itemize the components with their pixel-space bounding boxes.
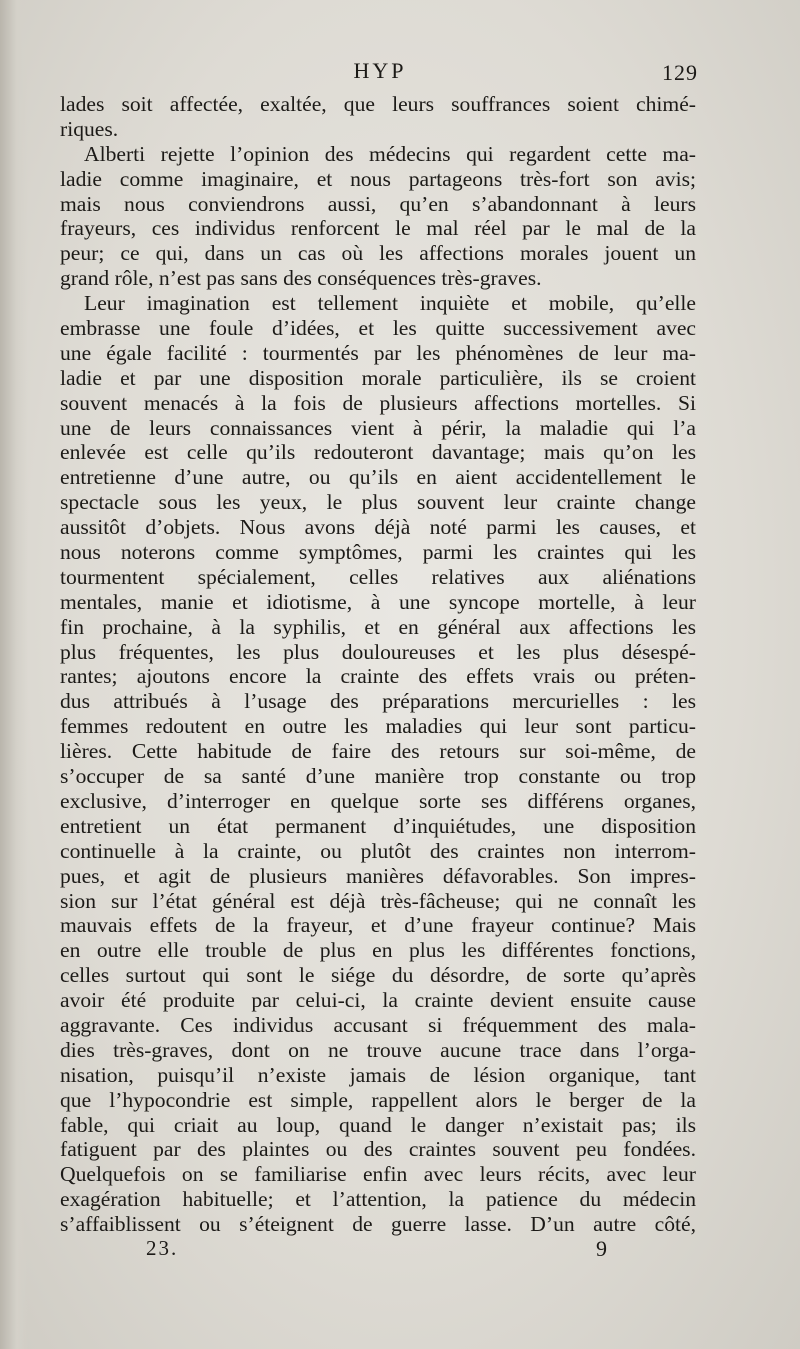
text-line: fatiguent par des plaintes ou des craintes souvent peu fondées. — [60, 1137, 696, 1162]
running-head — [60, 58, 700, 88]
text-line: dies très-graves, dont on ne trouve aucune trace dans l’orga- — [60, 1037, 696, 1062]
text-line: embrasse une foule d’idées, et les quitte successivement avec — [60, 316, 696, 341]
text-line: s’occuper de sa santé d’une manière trop constante ou trop — [60, 764, 696, 789]
text-line: fin prochaine, à la syphilis, et en général aux affections les — [60, 614, 696, 639]
text-line: une égale facilité : tourmentés par les phénomènes de leur ma- — [60, 340, 696, 365]
text-line: avoir été produite par celui-ci, la crainte devient ensuite cause — [60, 988, 696, 1013]
signature-mark: 9 — [596, 1236, 607, 1261]
text-line: que l’hypocondrie est simple, rappellent alors le berger de la — [60, 1087, 696, 1112]
page-gutter-shadow — [0, 0, 28, 1349]
text-line: s’affaiblissent ou s’éteignent de guerre lasse. D’un autre côté, — [60, 1212, 696, 1237]
text-line: une de leurs connaissances vient à périr, la maladie qui l’a — [60, 415, 696, 440]
text-line: nous noterons comme symptômes, parmi les craintes qui les — [60, 540, 696, 565]
text-line: aussitôt d’objets. Nous avons déjà noté parmi les causes, et — [60, 515, 696, 540]
text-line: peur; ce qui, dans un cas où les affections morales jouent un — [60, 241, 696, 266]
body-text — [60, 92, 696, 1237]
text-line: mentales, manie et idiotisme, à une syncope mortelle, à leur — [60, 589, 696, 614]
text-line: riques. — [60, 116, 119, 141]
text-line: celles surtout qui sont le siége du désordre, de sorte qu’après — [60, 963, 696, 988]
text-line: sion sur l’état général est déjà très-fâcheuse; qui ne connaît les — [60, 888, 696, 913]
text-line: pues, et agit de plusieurs manières défavorables. Son impres- — [60, 863, 696, 888]
text-line: ladie et par une disposition morale particulière, ils se croient — [60, 365, 696, 390]
text-line: enlevée est celle qu’ils redouteront davantage; mais qu’on les — [60, 440, 696, 465]
text-line: ladie comme imaginaire, et nous partageons très-fort son avis; — [60, 166, 696, 191]
text-line: tourmentent spécialement, celles relatives aux aliénations — [60, 564, 696, 589]
text-line: mauvais effets de la frayeur, et d’une frayeur continue? Mais — [60, 913, 696, 938]
text-line: exclusive, d’interroger en quelque sorte ses différens organes, — [60, 788, 696, 813]
text-line: Alberti rejette l’opinion des médecins qui regardent cette ma- — [84, 141, 696, 166]
running-title: HYP — [353, 58, 407, 83]
text-line: lades soit affectée, exaltée, que leurs souffrances soient chimé- — [60, 92, 696, 116]
page-footer — [60, 1236, 700, 1266]
text-line: dus attribués à l’usage des préparations mercurielles : les — [60, 689, 696, 714]
text-line: entretient un état permanent d’inquiétudes, une disposition — [60, 813, 696, 838]
text-line: spectacle sous les yeux, le plus souvent leur crainte change — [60, 490, 696, 515]
text-line: plus fréquentes, les plus douloureuses et les plus désespé- — [60, 639, 696, 664]
text-line: Leur imagination est tellement inquiète et mobile, qu’elle — [84, 291, 696, 316]
page-number: 129 — [662, 60, 698, 85]
text-line: entretienne d’une autre, ou qu’ils en aient accidentellement le — [60, 465, 696, 490]
text-line: en outre elle trouble de plus en plus les différentes fonctions, — [60, 938, 696, 963]
text-line: exagération habituelle; et l’attention, la patience du médecin — [60, 1187, 696, 1212]
text-line: femmes redoutent en outre les maladies qui leur sont particu- — [60, 714, 696, 739]
text-line: lières. Cette habitude de faire des retours sur soi-même, de — [60, 739, 696, 764]
text-line: rantes; ajoutons encore la crainte des effets vrais ou préten- — [60, 664, 696, 689]
text-line: fable, qui criait au loup, quand le danger n’existait pas; ils — [60, 1112, 696, 1137]
text-line: continuelle à la crainte, ou plutôt des craintes non interrom- — [60, 838, 696, 863]
text-line: grand rôle, n’est pas sans des conséquences très-graves. — [60, 266, 542, 291]
text-line: Quelquefois on se familiarise enfin avec leurs récits, avec leur — [60, 1162, 696, 1187]
text-line: souvent menacés à la fois de plusieurs affections mortelles. Si — [60, 390, 696, 415]
text-line: nisation, puisqu’il n’existe jamais de lésion organique, tant — [60, 1062, 696, 1087]
printer-signature: 23. — [146, 1236, 179, 1260]
text-line: frayeurs, ces individus renforcent le mal réel par le mal de la — [60, 216, 696, 241]
text-line: mais nous conviendrons aussi, qu’en s’abandonnant à leurs — [60, 191, 696, 216]
text-line: aggravante. Ces individus accusant si fréquemment des mala- — [60, 1012, 696, 1037]
